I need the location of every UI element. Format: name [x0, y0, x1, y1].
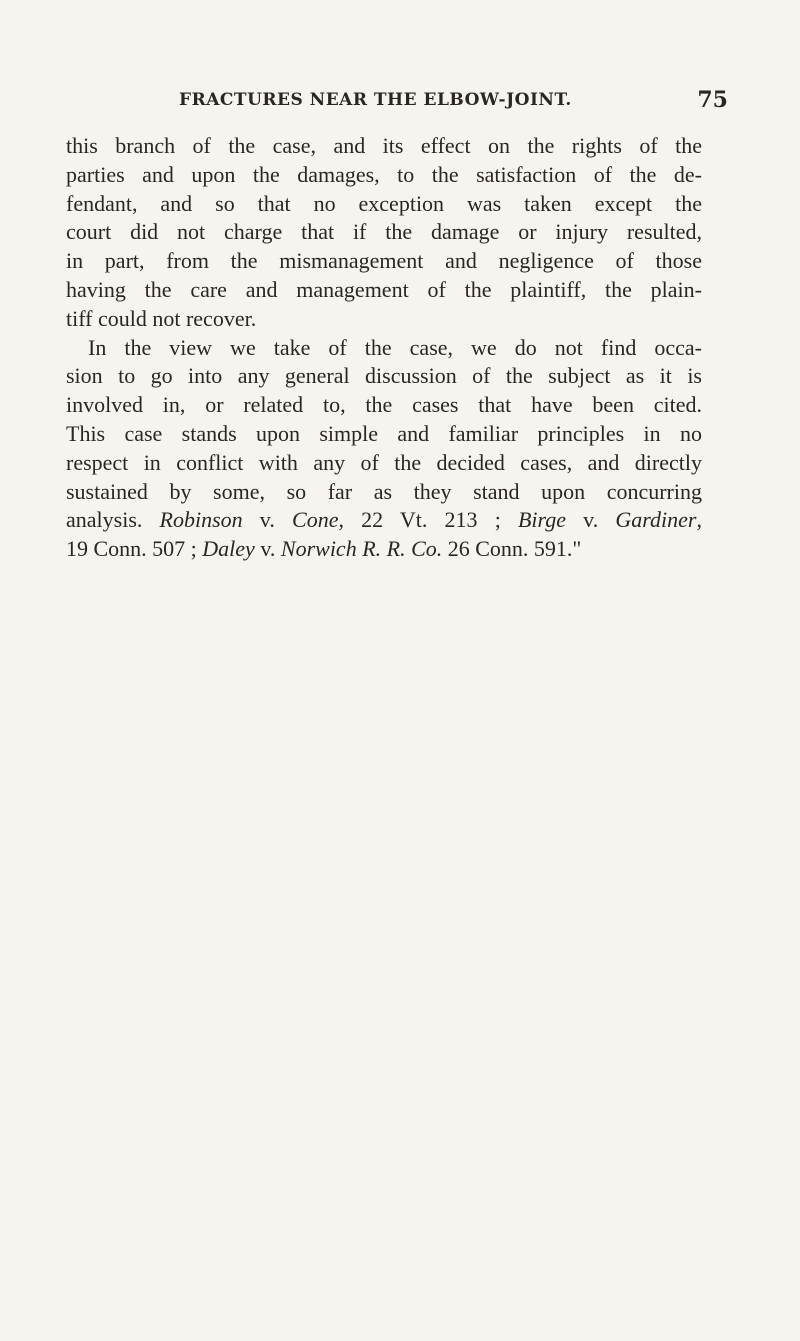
citation-line: [66, 506, 702, 535]
text-fragment: 19 Conn. 507 ;: [66, 536, 203, 562]
text-line: court did not charge that if the damage or injury resulted,: [66, 219, 702, 245]
text-line: involved in, or related to, the cases that have been cited.: [66, 392, 702, 418]
case-name-italic: Birge: [517, 507, 567, 533]
text-line: fendant, and so that no exception was taken except the: [66, 190, 702, 216]
text-line: this branch of the case, and its effect on the rights of the: [66, 133, 702, 158]
case-name-italic: Gardiner: [615, 507, 697, 533]
citation-line: [66, 535, 702, 564]
text-line: in part, from the mismanagement and negligence of those: [66, 248, 702, 274]
text-line: sustained by some, so far as they stand upon concurring: [66, 478, 702, 504]
text-fragment: ,: [696, 507, 702, 533]
text-fragment: 26 Conn. 591.": [442, 536, 582, 562]
case-name-italic: Robinson: [159, 507, 243, 533]
text-fragment: analysis.: [66, 507, 160, 533]
page-number: 75: [697, 87, 728, 113]
text-line: having the care and management of the plaintiff, the plain-: [66, 276, 702, 302]
case-name-italic: Daley: [202, 536, 255, 562]
paragraph-start-line: In the view we take of the case, we do not find occa-: [88, 334, 702, 360]
text-line: sion to go into any general discussion of the subject as it is: [66, 363, 702, 389]
case-name-italic: Cone: [292, 507, 339, 533]
chapter-title: FRACTURES NEAR THE ELBOW-JOINT.: [179, 90, 572, 110]
running-header: [66, 86, 734, 116]
text-line: tiff could not recover.: [66, 305, 257, 331]
text-fragment: v.: [254, 536, 281, 562]
text-fragment: v.: [242, 507, 293, 533]
text-line: This case stands upon simple and familiar principles in no: [66, 420, 702, 446]
text-fragment: , 22 Vt. 213 ;: [338, 507, 518, 533]
text-fragment: v.: [566, 507, 616, 533]
case-name-italic: Norwich R. R. Co.: [280, 536, 443, 562]
text-line: parties and upon the damages, to the satisfaction of the de-: [66, 161, 702, 187]
text-line: respect in conflict with any of the decided cases, and directly: [66, 449, 702, 475]
body-text: [66, 132, 702, 564]
